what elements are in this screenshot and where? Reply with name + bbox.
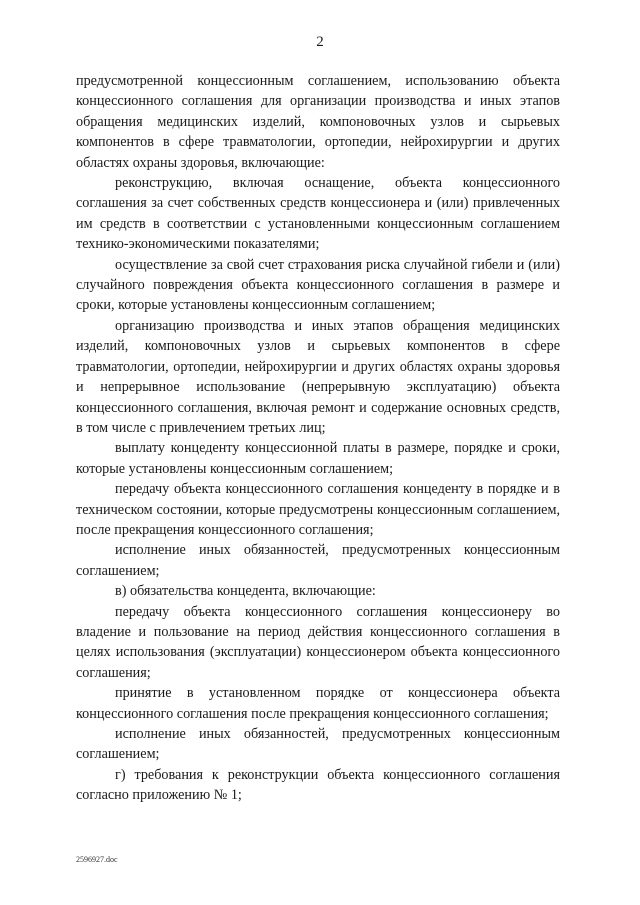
paragraph-12: г) требования к реконструкции объекта концессионного соглашения согласно приложению № 1; — [76, 766, 560, 804]
paragraph-7: исполнение иных обязанностей, предусмотренных концессионным соглашением; — [76, 542, 560, 579]
paragraph-5: выплату концеденту концессионной платы в размере, порядке и сроки, которые установлены концессионным соглашением; — [76, 440, 560, 477]
paragraph-8: в) обязательства концедента, включающие: — [115, 583, 376, 600]
file-name-footer: 2596927.doc — [76, 855, 118, 864]
paragraph-11: исполнение иных обязанностей, предусмотренных концессионным соглашением; — [76, 726, 560, 763]
document-body — [76, 71, 560, 806]
paragraph-9: передачу объекта концессионного соглашения концессионеру во владение и пользование на период действия концессионного соглашения в целях использования (эксплуатации) концессионером объекта концессионного соглашения; — [76, 603, 560, 681]
page-number: 2 — [316, 34, 324, 50]
paragraph-6: передачу объекта концессионного соглашения концеденту в порядке и в техническом состоянии, которые предусмотрены концессионным соглашением, после прекращения концессионного соглашения; — [76, 481, 560, 538]
paragraph-1: предусмотренной концессионным соглашением, использованию объекта концессионного соглашения для организации производства и иных этапов обращения медицинских изделий, компоновочных узлов и сырьевых компонентов в сфере травматологии, ортопедии, нейрохирургии и других областях охраны здоровья, включающие: — [76, 73, 560, 171]
paragraph-10: принятие в установленном порядке от концессионера объекта концессионного соглашения после прекращения концессионного соглашения; — [76, 685, 560, 722]
paragraph-4: организацию производства и иных этапов обращения медицинских изделий, компоновочных узлов и сырьевых компонентов в сфере травматологии, ортопедии, нейрохирургии и других областях охраны здоровья и непрерывное использование (непрерывную эксплуатацию) объекта концессионного соглашения, включая ремонт и содержание основных средств, в том числе с привлечением третьих лиц; — [76, 317, 560, 436]
paragraph-3: осуществление за свой счет страхования риска случайной гибели и (или) случайного повреждения объекта концессионного соглашения в размере и сроки, которые установлены концессионным соглашением; — [76, 256, 560, 314]
paragraph-2: реконструкцию, включая оснащение, объекта концессионного соглашения за счет собственных средств концессионера и (или) привлеченных им средств в соответствии с установленными концессионным соглашением технико-экономическими показателями; — [76, 175, 560, 253]
